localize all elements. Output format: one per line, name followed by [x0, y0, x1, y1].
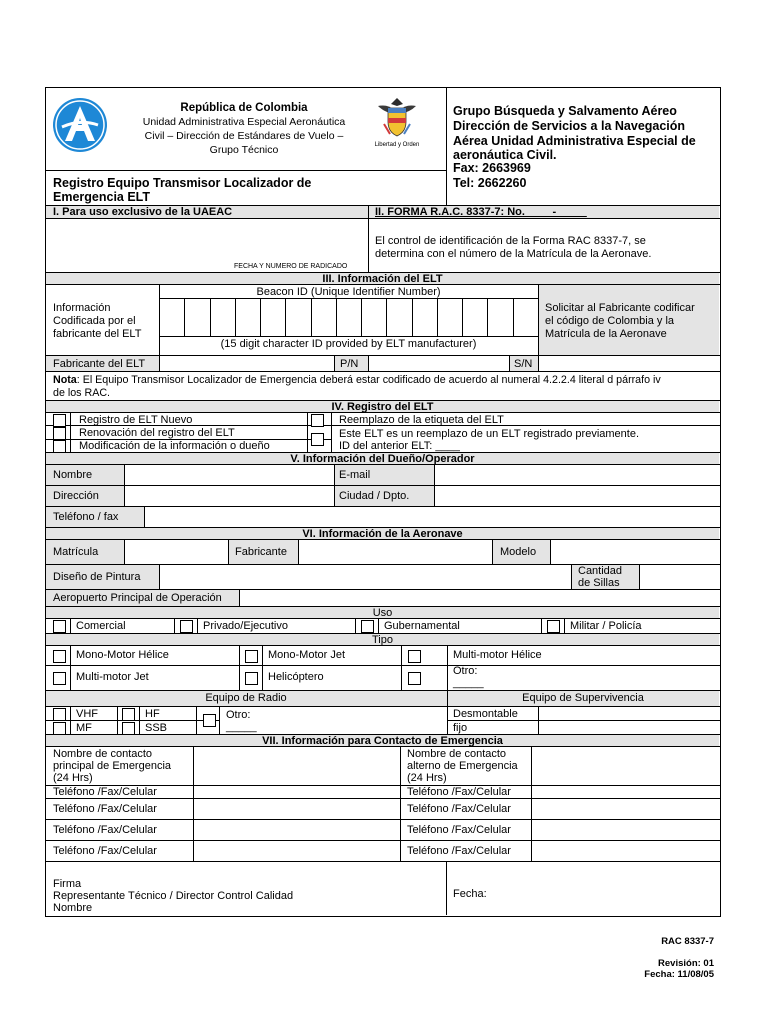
section-2-title: II. FORMA R.A.C. 8337-7: No. ____-_____ — [375, 206, 587, 218]
aerocivil-logo-icon — [52, 97, 108, 153]
pn-label: P/N — [340, 358, 359, 370]
agency-line: Unidad Administrativa Especial Aeronáutica — [142, 116, 346, 128]
owner-city-label: Ciudad / Dpto. — [339, 490, 410, 502]
reemplazo-elt-label: Este ELT es un reemplazo de un ELT registrado previamente. — [339, 428, 640, 440]
elt-right-note: Matrícula de la Aeronave — [545, 328, 667, 340]
pn-field[interactable] — [369, 356, 508, 371]
elt-manufacturer-field[interactable] — [160, 356, 333, 371]
tel-number: Tel: 2662260 — [453, 176, 527, 190]
use-commercial-label: Comercial — [76, 620, 126, 632]
modificacion-label: Modificación de la información o dueño — [79, 440, 270, 452]
type-other-checkbox[interactable] — [408, 672, 421, 685]
use-government-label: Gubernamental — [384, 620, 460, 632]
paint-design-field[interactable] — [160, 565, 570, 589]
signature-date-field[interactable] — [500, 862, 718, 914]
owner-phone-label: Teléfono / fax — [53, 511, 119, 523]
beacon-id-cell[interactable] — [513, 299, 538, 336]
aircraft-manufacturer-label: Fabricante — [235, 546, 287, 558]
primary-contact-label: Nombre de contacto — [53, 748, 153, 760]
survival-removable-label: Desmontable — [453, 708, 518, 720]
alternate-contact-label: Nombre de contacto — [407, 748, 507, 760]
type-helicopter-checkbox[interactable] — [245, 672, 258, 685]
type-other-blank[interactable]: _____ — [453, 677, 484, 689]
use-government-checkbox[interactable] — [361, 620, 374, 633]
footer-date: Fecha: 11/08/05 — [644, 969, 714, 980]
section-3-title: III. Información del ELT — [322, 273, 443, 285]
type-helicopter-label: Helicóptero — [268, 671, 324, 683]
type-multi-jet-checkbox[interactable] — [53, 672, 66, 685]
seal-motto: Libertad y Orden — [374, 142, 420, 148]
type-multi-helice-label: Multi-motor Hélice — [453, 649, 542, 661]
alternate-contact-label: (24 Hrs) — [407, 772, 447, 784]
note-label: Nota — [53, 374, 77, 386]
owner-name-field[interactable] — [125, 465, 333, 485]
elt-right-note: Solicitar al Fabricante codificar — [545, 302, 695, 314]
beacon-id-cell[interactable] — [336, 299, 361, 336]
elt-right-note: el código de Colombia y la — [545, 315, 675, 327]
primary-phone-label: Teléfono /Fax/Celular — [53, 845, 157, 857]
renovacion-checkbox[interactable] — [53, 427, 66, 440]
elt-coded-label: Información — [53, 302, 111, 314]
seats-label: de Sillas — [578, 577, 620, 589]
use-commercial-checkbox[interactable] — [53, 620, 66, 633]
beacon-id-cell[interactable] — [311, 299, 336, 336]
use-military-label: Militar / Policía — [570, 620, 642, 632]
alternate-phone-label: Teléfono /Fax/Celular — [407, 824, 511, 836]
beacon-id-cell[interactable] — [462, 299, 487, 336]
signature-label: Representante Técnico / Director Control Calidad — [53, 890, 294, 902]
fax-number: Fax: 2663969 — [453, 161, 531, 175]
section-7-title: VII. Información para Contacto de Emergencia — [262, 735, 503, 747]
beacon-id-cell[interactable] — [412, 299, 437, 336]
beacon-id-title: Beacon ID (Unique Identifier Number) — [256, 286, 441, 298]
alternate-phone-field[interactable] — [532, 786, 718, 798]
right-header-line: Dirección de Servicios a la Navegación — [453, 119, 686, 133]
main-airport-label: Aeropuerto Principal de Operación — [53, 592, 222, 604]
main-airport-field[interactable] — [240, 590, 718, 606]
use-private-label: Privado/Ejecutivo — [203, 620, 288, 632]
form-title: Registro Equipo Transmisor Localizador de — [53, 176, 312, 190]
beacon-id-cell[interactable] — [159, 299, 184, 336]
previous-elt-id-label: ID del anterior ELT: ____ — [339, 440, 460, 452]
beacon-id-cell[interactable] — [437, 299, 462, 336]
section-6-title: VI. Información de la Aeronave — [302, 528, 463, 540]
primary-phone-field[interactable] — [194, 841, 399, 861]
signature-label: Nombre — [53, 902, 93, 914]
colombia-seal-icon — [370, 94, 424, 144]
radio-ssb-label: SSB — [145, 722, 168, 734]
signature-date-label: Fecha: — [453, 888, 487, 900]
radio-mf-label: MF — [76, 722, 92, 734]
aircraft-manufacturer-field[interactable] — [299, 540, 491, 564]
paint-design-label: Diseño de Pintura — [53, 571, 141, 583]
owner-name-label: Nombre — [53, 469, 93, 481]
primary-phone-label: Teléfono /Fax/Celular — [53, 824, 157, 836]
primary-contact-label: principal de Emergencia — [53, 760, 172, 772]
signature-label: Firma — [53, 878, 82, 890]
survival-fixed-label: fijo — [453, 722, 468, 734]
owner-address-label: Dirección — [53, 490, 99, 502]
alternate-phone-field[interactable] — [532, 841, 718, 861]
type-multi-helice-checkbox[interactable] — [408, 650, 421, 663]
alternate-phone-label: Teléfono /Fax/Celular — [407, 786, 511, 798]
use-private-checkbox[interactable] — [180, 620, 193, 633]
beacon-id-note: (15 digit character ID provided by ELT manufacturer) — [220, 338, 477, 350]
radio-hf-checkbox[interactable] — [122, 708, 135, 721]
radio-hf-label: HF — [145, 708, 160, 720]
owner-address-field[interactable] — [125, 486, 333, 506]
beacon-id-cell[interactable] — [260, 299, 285, 336]
section-1-title: I. Para uso exclusivo de la UAEAC — [53, 206, 233, 218]
survival-removable-field[interactable] — [539, 707, 718, 720]
footer-form-code: RAC 8337-7 — [661, 936, 714, 947]
right-header-line: Grupo Búsqueda y Salvamento Aéreo — [453, 104, 677, 118]
type-multi-jet-label: Multi-motor Jet — [76, 671, 149, 683]
section-4-title: IV. Registro del ELT — [331, 401, 434, 413]
beacon-id-cell[interactable] — [487, 299, 512, 336]
reemplazo-etiqueta-checkbox[interactable] — [311, 414, 324, 427]
sn-field[interactable] — [539, 356, 718, 371]
owner-email-field[interactable] — [435, 465, 718, 485]
beacon-id-cell[interactable] — [285, 299, 310, 336]
footer-revision: Revisión: 01 — [658, 958, 714, 969]
radio-vhf-label: VHF — [76, 708, 98, 720]
type-mono-jet-label: Mono-Motor Jet — [268, 649, 346, 661]
section-2-text: El control de identificación de la Forma RAC 8337-7, se — [375, 235, 646, 247]
form-title: Emergencia ELT — [53, 190, 151, 204]
aircraft-model-label: Modelo — [500, 546, 537, 558]
right-header-line: Aérea Unidad Administrativa Especial de — [453, 134, 696, 148]
radio-vhf-checkbox[interactable] — [53, 708, 66, 721]
type-title: Tipo — [372, 634, 393, 646]
registro-nuevo-label: Registro de ELT Nuevo — [79, 414, 193, 426]
beacon-id-cell[interactable] — [184, 299, 209, 336]
primary-phone-label: Teléfono /Fax/Celular — [53, 786, 157, 798]
use-title: Uso — [372, 607, 393, 619]
elt-manufacturer-label: Fabricante del ELT — [53, 358, 146, 370]
agency-line: Grupo Técnico — [209, 144, 279, 156]
reemplazo-etiqueta-label: Reemplazo de la etiqueta del ELT — [339, 414, 504, 426]
alternate-phone-field[interactable] — [532, 799, 718, 819]
owner-email-label: E-mail — [339, 469, 371, 481]
republic-title: República de Colombia — [180, 102, 308, 114]
radio-title: Equipo de Radio — [205, 692, 287, 704]
survival-title: Equipo de Supervivencia — [522, 692, 644, 704]
primary-contact-field[interactable] — [194, 747, 399, 785]
section-5-title: V. Información del Dueño/Operador — [290, 453, 475, 465]
seats-label: Cantidad — [578, 565, 623, 577]
type-mono-jet-checkbox[interactable] — [245, 650, 258, 663]
stamp-caption: FECHA Y NUMERO DE RADICADO — [234, 263, 348, 270]
alternate-contact-label: alterno de Emergencia — [407, 760, 518, 772]
beacon-id-cell[interactable] — [210, 299, 235, 336]
primary-phone-field[interactable] — [194, 786, 399, 798]
radio-other-label: Otro: — [226, 709, 251, 721]
beacon-id-cell[interactable] — [386, 299, 411, 336]
sn-label: S/N — [514, 358, 533, 370]
primary-contact-label: (24 Hrs) — [53, 772, 93, 784]
elt-coded-label: fabricante del ELT — [53, 328, 142, 340]
type-mono-helice-label: Mono-Motor Hélice — [76, 649, 169, 661]
elt-note: de los RAC. — [53, 387, 111, 399]
radio-other-checkbox[interactable] — [203, 714, 216, 727]
registro-nuevo-checkbox[interactable] — [53, 414, 66, 427]
radio-other-blank[interactable]: _____ — [226, 721, 257, 733]
alternate-phone-label: Teléfono /Fax/Celular — [407, 803, 511, 815]
radio-mf-checkbox[interactable] — [53, 722, 66, 735]
modificacion-checkbox[interactable] — [53, 440, 66, 453]
type-mono-helice-checkbox[interactable] — [53, 650, 66, 663]
alternate-phone-field[interactable] — [532, 820, 718, 840]
reemplazo-elt-checkbox[interactable] — [311, 433, 324, 446]
aircraft-registration-field[interactable] — [125, 540, 227, 564]
owner-city-field[interactable] — [435, 486, 718, 506]
note-text: : El Equipo Transmisor Localizador de Emergencia deberá estar codificado de acuerdo al numeral 4.2.2.4 literal d párrafo iv — [76, 374, 661, 386]
primary-phone-field[interactable] — [194, 799, 399, 819]
alternate-contact-field[interactable] — [532, 747, 718, 785]
aircraft-model-field[interactable] — [551, 540, 718, 564]
survival-fixed-field[interactable] — [539, 721, 718, 734]
seats-field[interactable] — [640, 565, 718, 589]
signature-field[interactable] — [46, 862, 446, 914]
elt-coded-label: Codificada por el — [53, 315, 136, 327]
alternate-phone-label: Teléfono /Fax/Celular — [407, 845, 511, 857]
elt-note — [53, 374, 661, 386]
use-military-checkbox[interactable] — [547, 620, 560, 633]
type-other-label: Otro: — [453, 665, 478, 677]
primary-phone-label: Teléfono /Fax/Celular — [53, 803, 157, 815]
aircraft-registration-label: Matrícula — [53, 546, 99, 558]
beacon-id-cell[interactable] — [361, 299, 386, 336]
renovacion-label: Renovación del registro del ELT — [79, 427, 235, 439]
beacon-id-cell[interactable] — [235, 299, 260, 336]
right-header-line: aeronáutica Civil. — [453, 148, 557, 162]
agency-line: Civil – Dirección de Estándares de Vuelo – — [144, 130, 344, 142]
primary-phone-field[interactable] — [194, 820, 399, 840]
radio-ssb-checkbox[interactable] — [122, 722, 135, 735]
section-2-text: determina con el número de la Matrícula de la Aeronave. — [375, 248, 652, 260]
owner-phone-field[interactable] — [145, 507, 718, 527]
